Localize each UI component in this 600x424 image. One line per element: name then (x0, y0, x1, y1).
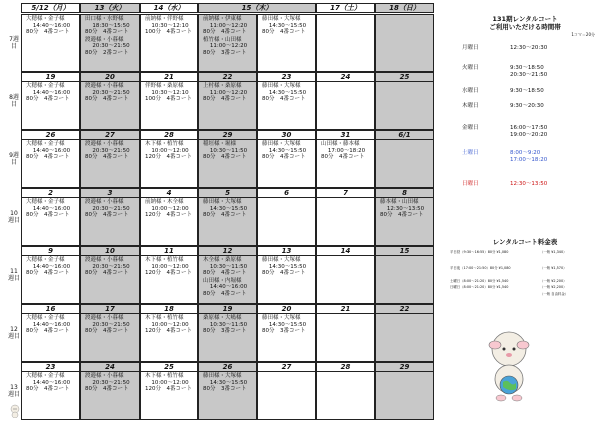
reservation-entry[interactable] (141, 372, 197, 393)
day-cell[interactable] (140, 130, 198, 188)
day-number: 24 (317, 73, 374, 82)
day-cell[interactable] (21, 130, 80, 188)
reservation-time: 14:30〜15:50 (209, 205, 248, 212)
reservation-names: 稲垣様・堀様 (203, 141, 237, 147)
reservation-court: 80分 4番コート (203, 96, 247, 103)
hours-time: 20:30〜21:50 (510, 72, 548, 78)
day-cell[interactable] (198, 362, 257, 420)
day-number: 4 (141, 189, 197, 198)
reservation-time: 20:30〜21:50 (92, 263, 130, 270)
reservation-court: 80分 4番コート (26, 270, 70, 277)
week-label: 8週目 (9, 94, 19, 108)
reservation-entry[interactable] (81, 15, 139, 36)
day-cell[interactable] (21, 362, 80, 420)
reservation-court: 80分 4番コート (203, 212, 247, 219)
reservation-court: 120分 4番コート (145, 212, 192, 219)
fee-label: 平日夜（17:00〜21:50）80分 ¥1,080 (450, 266, 511, 270)
sheep-mascot-icon (9, 404, 21, 418)
reservation-time: 10:00〜12:00 (151, 321, 189, 328)
reservation-names: 大穂様・金子様 (26, 373, 65, 379)
reservation-time: 14:30〜15:50 (268, 22, 307, 29)
reservation-court: 80分 4番コート (85, 29, 129, 36)
hours-day: 水曜日 (462, 88, 479, 94)
day-cell[interactable] (257, 14, 316, 72)
sheep-mascot-icon (486, 325, 532, 405)
week-row (8, 246, 434, 304)
reservation-entry[interactable] (141, 15, 197, 36)
day-number: 27 (81, 131, 139, 140)
reservation-court: 80分 4番コート (26, 154, 70, 161)
hours-time: 12:30〜20:30 (510, 45, 548, 51)
reservation-court: 80分 4番コート (85, 328, 129, 335)
day-header: 18（日） (375, 3, 434, 13)
reservation-court: 80分 4番コート (26, 212, 70, 219)
reservation-names: 植竹様・山田様 (203, 36, 242, 43)
day-cell[interactable] (140, 246, 198, 304)
hours-day: 月曜日 (462, 45, 479, 51)
reservation-court: 80分 2番コート (85, 49, 129, 56)
hours-time: 19:00〜20:20 (510, 132, 548, 138)
reservation-court: 80分 4番コート (85, 154, 129, 161)
reservation-entry[interactable] (199, 82, 256, 103)
day-number: 19 (199, 305, 256, 314)
day-header: 15（木） (198, 3, 316, 13)
reservation-court: 100分 4番コート (145, 29, 192, 36)
day-cell[interactable] (198, 246, 257, 304)
day-cell[interactable] (316, 14, 375, 72)
day-cell[interactable] (257, 130, 316, 188)
day-cell[interactable] (140, 72, 198, 130)
reservation-names: 渡邉様・小暮様 (85, 141, 124, 147)
day-cell[interactable] (140, 188, 198, 246)
day-number: 9 (22, 247, 79, 256)
reservation-entry[interactable] (81, 256, 139, 277)
reservation-time: 11:00〜12:20 (209, 89, 248, 96)
day-cell[interactable] (80, 14, 140, 72)
reservation-court: 80分 3番コート (203, 386, 247, 393)
reservation-time: 10:30〜12:10 (151, 22, 189, 29)
reservation-court: 80分 3番コート (203, 49, 247, 56)
reservation-court: 120分 4番コート (145, 154, 192, 161)
day-header: 17（土） (316, 3, 375, 13)
reservation-court: 80分 4番コート (26, 29, 70, 36)
reservation-names: 藤田様・大塚様 (262, 16, 301, 22)
reservation-time: 14:30〜15:50 (209, 379, 248, 386)
sidebar-title: 131期レンタルコート (492, 15, 558, 23)
calendar (8, 3, 434, 421)
reservation-time: 14:40〜16:00 (32, 89, 71, 96)
week-row (8, 72, 434, 130)
reservation-entry[interactable] (376, 198, 433, 219)
day-number: 13 (258, 247, 315, 256)
reservation-time: 10:30〜11:50 (209, 263, 248, 270)
reservation-entry[interactable] (81, 82, 139, 103)
day-number: 31 (317, 131, 374, 140)
reservation-names: 桑原様・大嶋様 (203, 315, 242, 321)
day-number: 27 (258, 363, 315, 372)
hours-day: 土曜日 (462, 150, 479, 156)
day-header: 14（水） (140, 3, 198, 13)
reservation-court: 120分 4番コート (145, 328, 192, 335)
reservation-court: 80分 4番コート (262, 270, 306, 277)
reservation-time: 20:30〜21:50 (92, 147, 130, 154)
week-row (8, 188, 434, 246)
reservation-court: 80分 4番コート (321, 154, 365, 161)
day-cell[interactable] (21, 14, 80, 72)
fee-label: 平日昼（9:30〜16:55）80分 ¥1,080 (450, 250, 509, 254)
day-header: 5/12（月） (21, 3, 80, 13)
reservation-entry[interactable] (258, 82, 315, 103)
reservation-names: 山田様・内堀様 (203, 277, 242, 284)
reservation-court: 80分 4番コート (85, 96, 129, 103)
hours-day: 火曜日 (462, 65, 479, 71)
reservation-names: 渡邉様・小暮様 (85, 257, 124, 263)
reservation-court: 80分 4番コート (203, 290, 247, 297)
reservation-entry[interactable] (141, 140, 197, 161)
reservation-court: 80分 4番コート (262, 96, 306, 103)
fee-label: 土曜日（8:00〜21:20）80分 ¥1,540 (450, 279, 509, 283)
reservation-names: 木下様・植竹様 (145, 141, 184, 147)
reservation-entry[interactable] (81, 198, 139, 219)
reservation-names: 渡邉様・小暮様 (85, 315, 124, 321)
day-number: 30 (258, 131, 315, 140)
week-row (8, 130, 434, 188)
week-label: 11週目 (8, 268, 21, 282)
day-cell[interactable] (80, 362, 140, 420)
reservation-entry[interactable] (317, 140, 374, 161)
reservation-time: 18:30〜15:50 (92, 22, 130, 29)
reservation-time: 20:30〜21:50 (92, 89, 130, 96)
reservation-time: 14:40〜16:00 (32, 22, 71, 29)
day-number: 2 (22, 189, 79, 198)
hours-time: 16:00〜17:50 (510, 125, 548, 131)
day-number: 23 (22, 363, 79, 372)
reservation-entry[interactable] (81, 372, 139, 393)
reservation-time: 20:30〜21:50 (92, 321, 130, 328)
reservation-time: 10:30〜12:10 (151, 89, 189, 96)
reservation-entry[interactable] (199, 277, 256, 298)
reservation-court: 80分 4番コート (380, 212, 424, 219)
reservation-entry[interactable] (258, 256, 315, 277)
day-cell[interactable] (375, 246, 434, 304)
reservation-time: 20:30〜21:50 (92, 205, 130, 212)
reservation-names: 上村様・桑原様 (203, 83, 242, 89)
day-number: 28 (317, 363, 374, 372)
day-number: 25 (141, 363, 197, 372)
fee-general: （一般 ¥1,570） (540, 266, 567, 270)
hours-time: 9:30〜18:50 (510, 88, 544, 94)
reservation-court: 100分 4番コート (145, 96, 192, 103)
hours-time: 9:30〜20:30 (510, 103, 544, 109)
sidebar-subtitle: ご利用いただける時間帯 (489, 23, 561, 31)
day-number: 16 (22, 305, 79, 314)
day-cell[interactable] (80, 130, 140, 188)
reservation-names: 渡邉様・小暮様 (85, 199, 124, 205)
reservation-names: 山田様・藤本様 (321, 141, 360, 147)
reservation-time: 14:40〜16:00 (209, 284, 248, 291)
reservation-names: 伴野様・桑原様 (145, 83, 184, 89)
reservation-names: 藤本様・山田様 (380, 199, 419, 205)
day-number: 11 (141, 247, 197, 256)
day-number: 8 (376, 189, 433, 198)
fee-title: レンタルコート料金表 (492, 238, 558, 246)
reservation-names: 木下様・植竹様 (145, 315, 184, 321)
reservation-names: 前納様・伊東様 (203, 16, 242, 22)
day-cell[interactable] (80, 246, 140, 304)
day-cell[interactable] (21, 304, 80, 362)
fee-general: （一般 自由料金） (540, 292, 569, 296)
day-number: 29 (376, 363, 433, 372)
day-cell[interactable] (198, 14, 257, 72)
day-number: 24 (81, 363, 139, 372)
week-label: 7週目 (9, 36, 19, 50)
day-cell[interactable] (375, 188, 434, 246)
reservation-time: 10:30〜11:50 (209, 321, 248, 328)
day-number: 17 (81, 305, 139, 314)
reservation-entry[interactable] (199, 314, 256, 335)
reservation-entry[interactable] (81, 140, 139, 161)
reservation-time: 14:40〜16:00 (32, 379, 71, 386)
hours-time: 12:30〜13:50 (510, 181, 548, 187)
reservation-time: 11:00〜12:20 (209, 22, 248, 29)
reservation-court: 80分 4番コート (26, 386, 70, 393)
day-cell[interactable] (198, 188, 257, 246)
day-header: 13（火） (80, 3, 140, 13)
hours-time: 9:30〜18:50 (510, 65, 544, 71)
day-number: 29 (199, 131, 256, 140)
reservation-names: 前納様・伴野様 (145, 16, 184, 22)
reservation-court: 80分 4番コート (85, 212, 129, 219)
reservation-entry[interactable] (141, 198, 197, 219)
reservation-entry[interactable] (258, 314, 315, 335)
day-cell[interactable] (198, 130, 257, 188)
week-label: 10週目 (8, 210, 21, 224)
day-cell[interactable] (80, 72, 140, 130)
day-number: 21 (317, 305, 374, 314)
day-cell[interactable] (257, 188, 316, 246)
reservation-names: 渡邉様・小暮様 (85, 83, 124, 89)
reservation-entry[interactable] (22, 140, 79, 161)
day-cell[interactable] (257, 72, 316, 130)
day-cell[interactable] (257, 246, 316, 304)
day-number: 23 (258, 73, 315, 82)
reservation-names: 藤田様・大塚様 (262, 257, 301, 263)
hours-day: 木曜日 (462, 103, 479, 109)
week-row (8, 304, 434, 362)
day-number: 18 (141, 305, 197, 314)
reservation-time: 10:00〜12:00 (151, 205, 189, 212)
day-cell[interactable] (140, 362, 198, 420)
reservation-names: 大穂様・金子様 (26, 83, 65, 89)
hours-time: 17:00〜18:20 (510, 157, 548, 163)
reservation-names: 藤田様・大塚様 (203, 199, 242, 205)
day-number: 15 (376, 247, 433, 256)
reservation-entry[interactable] (141, 82, 197, 103)
reservation-entry[interactable] (258, 140, 315, 161)
reservation-entry[interactable] (199, 140, 256, 161)
reservation-names: 大穂様・金子様 (26, 315, 65, 321)
calendar-header (8, 3, 434, 13)
reservation-entry[interactable] (22, 82, 79, 103)
reservation-time: 14:40〜16:00 (32, 263, 71, 270)
reservation-time: 17:00〜18:20 (327, 147, 366, 154)
hours-day: 金曜日 (462, 125, 479, 131)
fee-general: （一般 ¥2,200） (540, 285, 567, 289)
reservation-names: 大穂様・金子様 (26, 257, 65, 263)
reservation-names: 木全様・桑原様 (203, 257, 242, 263)
day-cell[interactable] (316, 362, 375, 420)
day-cell[interactable] (316, 188, 375, 246)
day-number: 6 (258, 189, 315, 198)
slot-note: 1コマ＝20分 (571, 32, 595, 37)
day-cell[interactable] (375, 14, 434, 72)
week-row (8, 362, 434, 420)
reservation-entry[interactable] (199, 15, 256, 36)
week-row (8, 14, 434, 72)
reservation-names: 藤田様・大塚様 (262, 141, 301, 147)
reservation-court: 80分 3番コート (203, 328, 247, 335)
reservation-time: 10:00〜12:00 (151, 147, 189, 154)
reservation-time: 20:30〜21:50 (92, 379, 130, 386)
reservation-court: 80分 4番コート (85, 270, 129, 277)
fee-general: （一般 ¥1,340） (540, 250, 567, 254)
day-cell[interactable] (316, 130, 375, 188)
day-cell[interactable] (316, 304, 375, 362)
reservation-court: 80分 3番コート (262, 328, 306, 335)
week-label: 9週目 (9, 152, 19, 166)
reservation-time: 12:30〜13:50 (386, 205, 425, 212)
reservation-time: 14:30〜15:50 (268, 89, 307, 96)
reservation-names: 木下様・植竹様 (145, 257, 184, 263)
day-cell[interactable] (80, 304, 140, 362)
day-cell[interactable] (316, 72, 375, 130)
day-cell[interactable] (80, 188, 140, 246)
day-number: 20 (258, 305, 315, 314)
reservation-entry[interactable] (22, 198, 79, 219)
reservation-names: 木下様・植竹様 (145, 373, 184, 379)
day-cell[interactable] (140, 304, 198, 362)
day-cell[interactable] (21, 246, 80, 304)
reservation-names: 藤田様・大塚様 (262, 83, 301, 89)
reservation-names: 大穂様・金子様 (26, 16, 65, 22)
reservation-court: 80分 4番コート (26, 96, 70, 103)
day-number: 12 (199, 247, 256, 256)
fee-label: 日曜日（8:00〜21:20）80分 ¥1,540 (450, 285, 509, 289)
reservation-entry[interactable] (141, 314, 197, 335)
reservation-names: 渡邉様・小暮様 (85, 36, 124, 43)
reservation-names: 大穂様・金子様 (26, 141, 65, 147)
reservation-time: 20:30〜21:50 (92, 43, 130, 50)
reservation-entry[interactable] (22, 256, 79, 277)
week-label: 13週目 (8, 384, 21, 398)
hours-time: 8:00〜9:20 (510, 150, 541, 156)
day-number: 5 (199, 189, 256, 198)
reservation-time: 14:40〜16:00 (32, 321, 71, 328)
day-cell[interactable] (375, 130, 434, 188)
day-cell[interactable] (257, 304, 316, 362)
reservation-time: 11:00〜12:20 (209, 43, 248, 50)
reservation-entry[interactable] (199, 36, 256, 57)
reservation-court: 80分 4番コート (203, 154, 247, 161)
reservation-entry[interactable] (81, 36, 139, 57)
reservation-names: 渡邉様・小暮様 (85, 373, 124, 379)
reservation-names: 藤田様・大塚様 (203, 373, 242, 379)
hours-day: 日曜日 (462, 181, 479, 187)
reservation-time: 14:30〜15:50 (268, 147, 307, 154)
reservation-entry[interactable] (141, 256, 197, 277)
reservation-court: 80分 4番コート (85, 386, 129, 393)
day-cell[interactable] (21, 72, 80, 130)
reservation-court: 80分 4番コート (262, 154, 306, 161)
day-number: 26 (199, 363, 256, 372)
reservation-time: 10:30〜11:50 (209, 147, 248, 154)
reservation-court: 80分 4番コート (203, 29, 247, 36)
day-cell[interactable] (21, 188, 80, 246)
day-number: 22 (376, 305, 433, 314)
day-number: 19 (22, 73, 79, 82)
day-number: 10 (81, 247, 139, 256)
reservation-entry[interactable] (22, 314, 79, 335)
day-number: 20 (81, 73, 139, 82)
fee-general: （一般 ¥2,200） (540, 279, 567, 283)
reservation-names: 田口様・水野様 (85, 16, 124, 22)
reservation-court: 120分 4番コート (145, 270, 192, 277)
day-cell[interactable] (375, 72, 434, 130)
reservation-court: 120分 4番コート (145, 386, 192, 393)
reservation-time: 10:00〜12:00 (151, 379, 189, 386)
reservation-time: 14:30〜15:50 (268, 321, 307, 328)
day-cell[interactable] (198, 304, 257, 362)
reservation-entry[interactable] (81, 314, 139, 335)
day-cell[interactable] (140, 14, 198, 72)
reservation-court: 80分 4番コート (26, 328, 70, 335)
reservation-time: 10:00〜12:00 (151, 263, 189, 270)
reservation-entry[interactable] (199, 198, 256, 219)
reservation-names: 大穂様・金子様 (26, 199, 65, 205)
day-number: 26 (22, 131, 79, 140)
day-number: 25 (376, 73, 433, 82)
day-cell[interactable] (375, 362, 434, 420)
day-cell[interactable] (257, 362, 316, 420)
day-cell[interactable] (375, 304, 434, 362)
reservation-entry[interactable] (199, 372, 256, 393)
reservation-entry[interactable] (258, 15, 315, 36)
reservation-names: 前納様・木全様 (145, 199, 184, 205)
day-number: 6/1 (376, 131, 433, 140)
reservation-court: 80分 4番コート (262, 29, 306, 36)
day-cell[interactable] (316, 246, 375, 304)
reservation-time: 14:40〜16:00 (32, 147, 71, 154)
reservation-entry[interactable] (22, 15, 79, 36)
reservation-entry[interactable] (199, 256, 256, 277)
day-number: 7 (317, 189, 374, 198)
day-number: 3 (81, 189, 139, 198)
reservation-time: 14:40〜16:00 (32, 205, 71, 212)
day-number: 22 (199, 73, 256, 82)
reservation-names: 藤田様・大塚様 (262, 315, 301, 321)
day-cell[interactable] (198, 72, 257, 130)
reservation-time: 14:30〜15:50 (268, 263, 307, 270)
day-number: 14 (317, 247, 374, 256)
sidebar (440, 0, 598, 424)
week-label: 12週目 (8, 326, 21, 340)
day-number: 28 (141, 131, 197, 140)
day-number: 21 (141, 73, 197, 82)
reservation-entry[interactable] (22, 372, 79, 393)
reservation-court: 80分 4番コート (203, 270, 247, 277)
